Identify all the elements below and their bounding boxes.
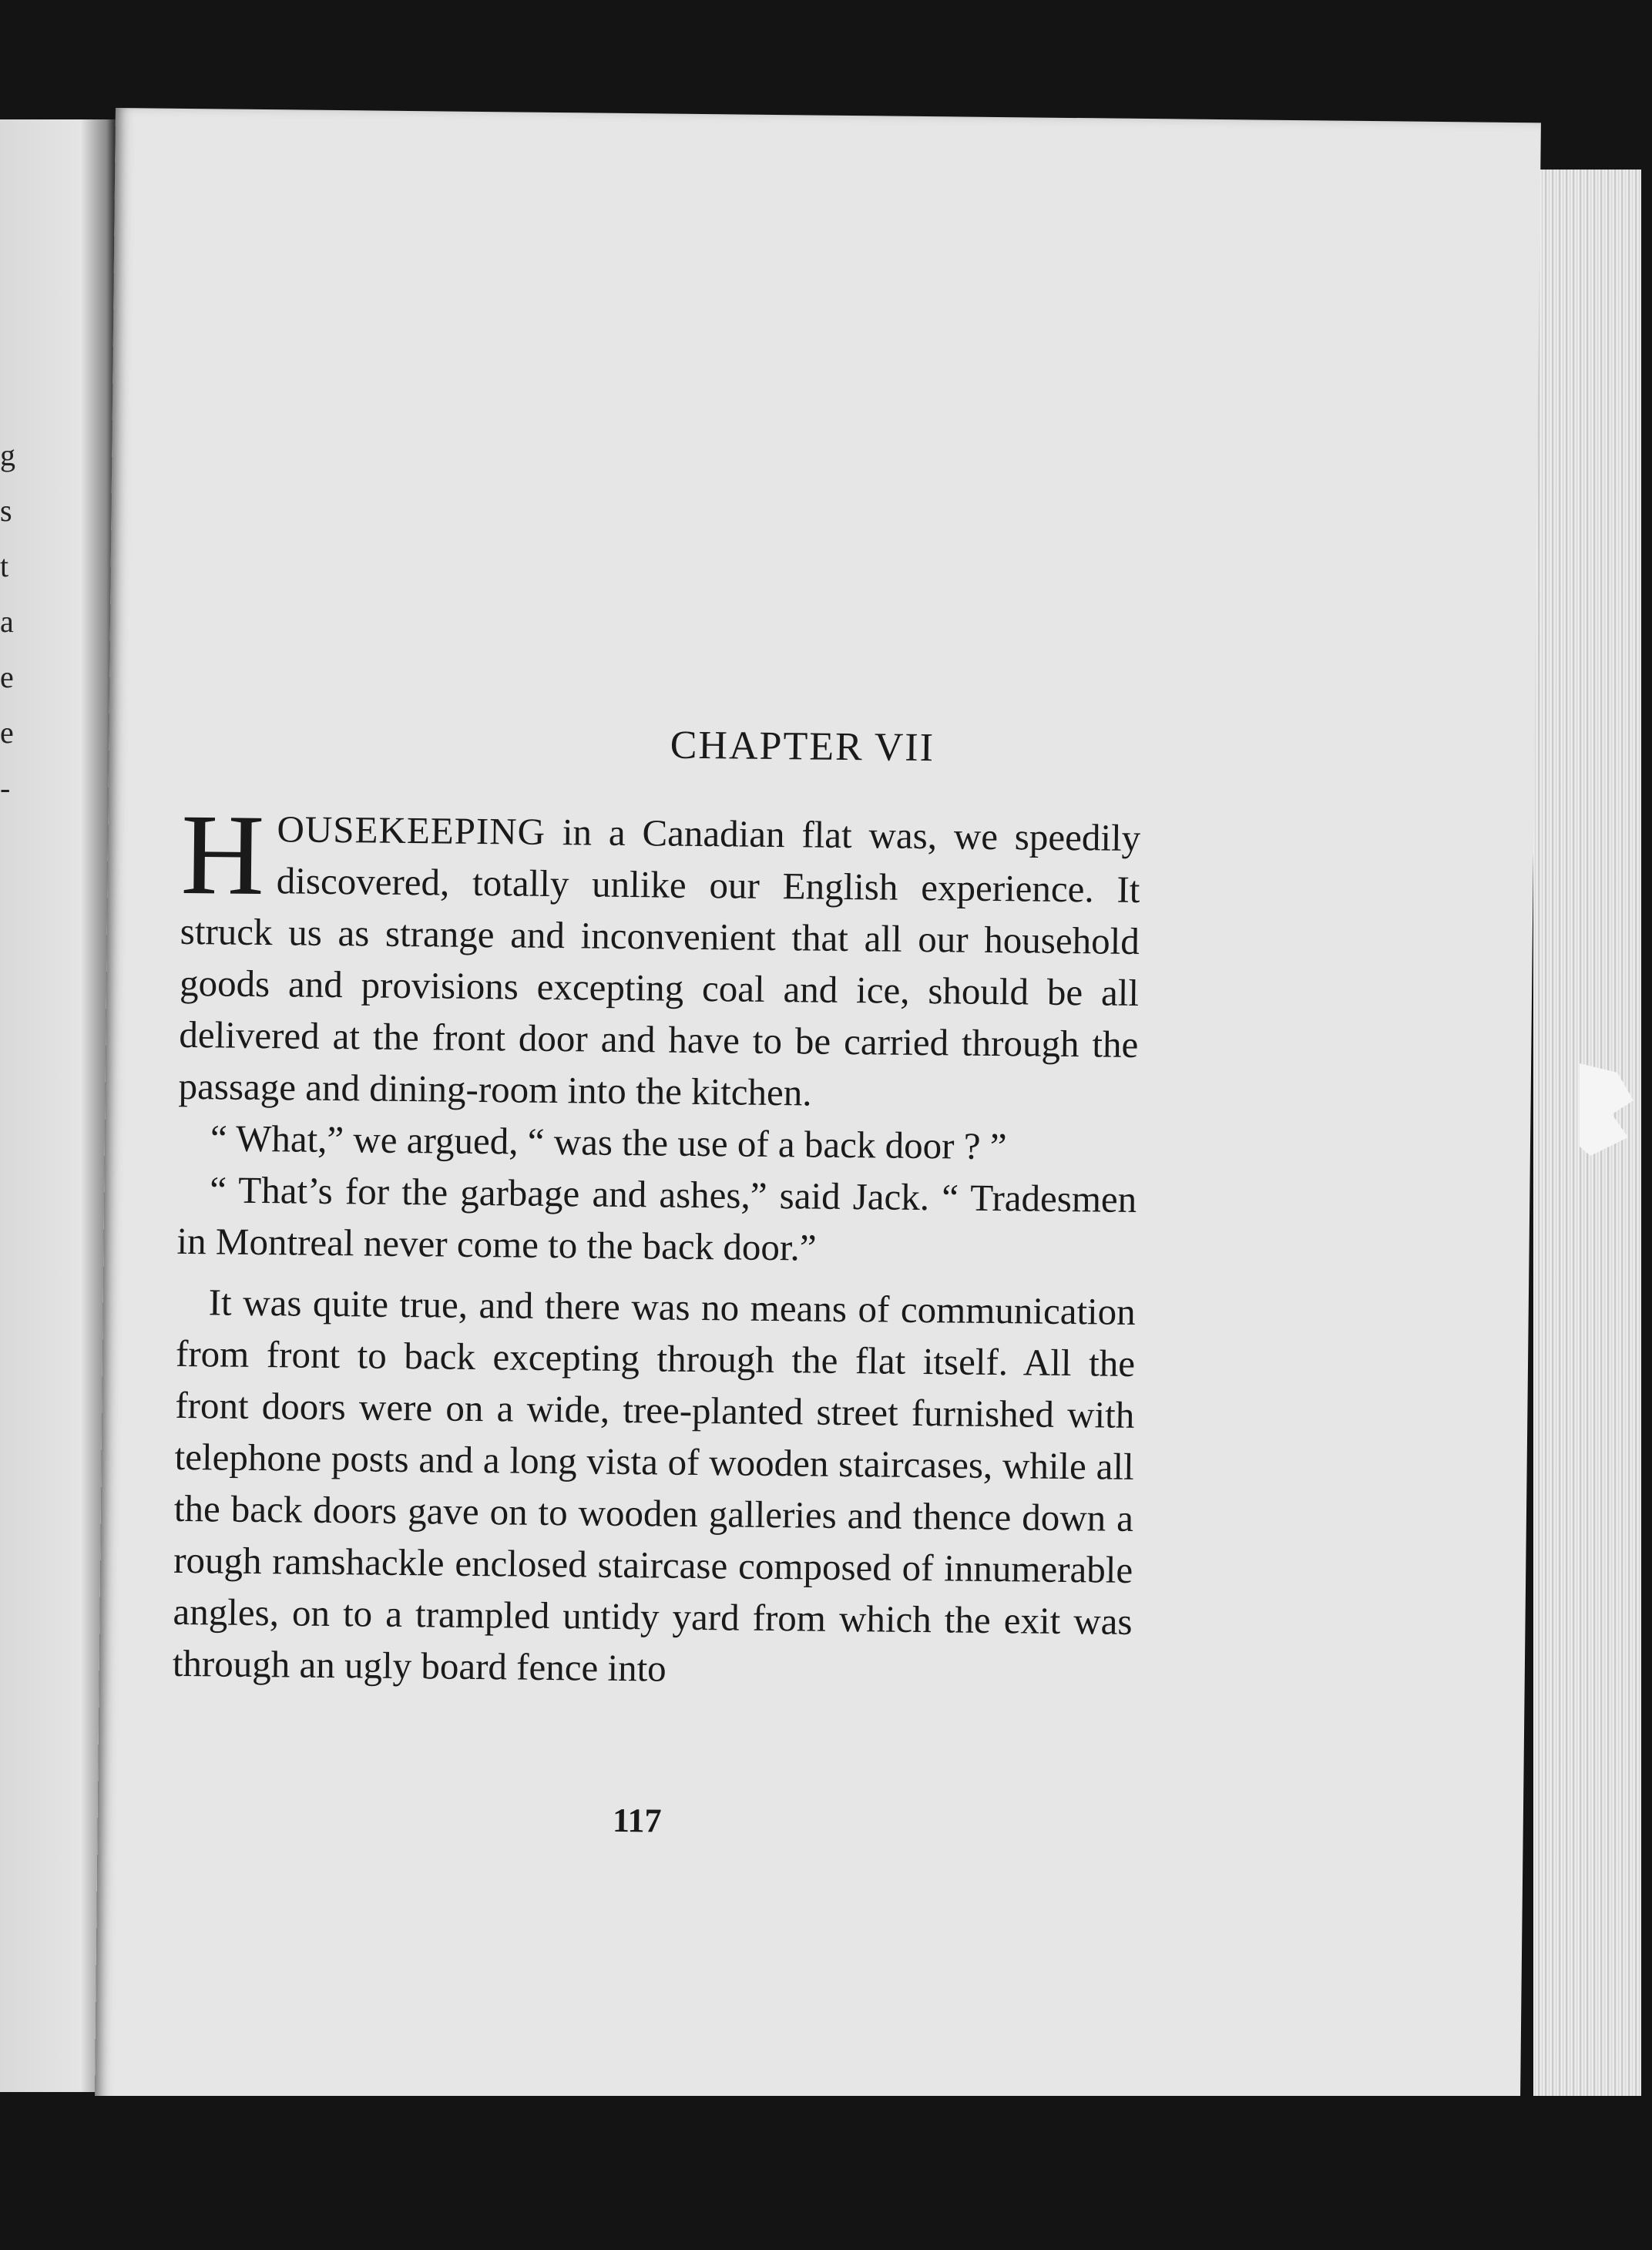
chapter-heading: CHAPTER VII <box>670 723 935 771</box>
edge-letter: t <box>0 549 9 583</box>
edge-letter: e <box>0 660 14 694</box>
paragraph: “ What,” we argued, “ was the use of a back door ? ” <box>210 1117 1007 1168</box>
paragraph-text: in a Canadian flat was, we speedily discovered, totally unlike our English experience. It struck us as strange and inconvenient that all our household goods and provisions excepting coal and ice, should be all delivered at the front door and have to be carried through the passage and dining-room into the kitchen. <box>178 810 1141 1114</box>
book-page <box>95 108 1541 2134</box>
edge-letter: e <box>0 715 14 750</box>
edge-letter: g <box>0 438 15 472</box>
page-number: 117 <box>612 1801 662 1840</box>
drop-cap: H <box>180 790 266 920</box>
edge-letter: a <box>0 604 14 639</box>
edge-letter: s <box>0 493 12 528</box>
body-text <box>172 790 1141 1699</box>
opening-word: OUSEKEEPING <box>277 808 546 853</box>
scan-background <box>0 2096 1652 2250</box>
edge-letter: - <box>0 771 11 805</box>
left-page-edge-text <box>0 428 15 816</box>
paragraph: It was quite true, and there was no means of communication from front to back excepting through the flat itself. All the front doors were on a wide, tree-planted street furnished with telephone posts and a long vista of wooden staircases, while all the back doors gave on to wooden galleries and thence down a rough ramshackle enclosed staircase composed of innumerable angles, on to a trampled untidy yard from which the exit was through an ugly board fence into <box>172 1281 1136 1690</box>
torn-page-corner <box>1580 1063 1634 1156</box>
paragraph: “ That’s for the garbage and ashes,” said Jack. “ Tradesmen in Montreal never come to the back door.” <box>176 1168 1137 1269</box>
page-stack-edges <box>1533 170 1641 2111</box>
paragraph <box>178 790 1141 1122</box>
